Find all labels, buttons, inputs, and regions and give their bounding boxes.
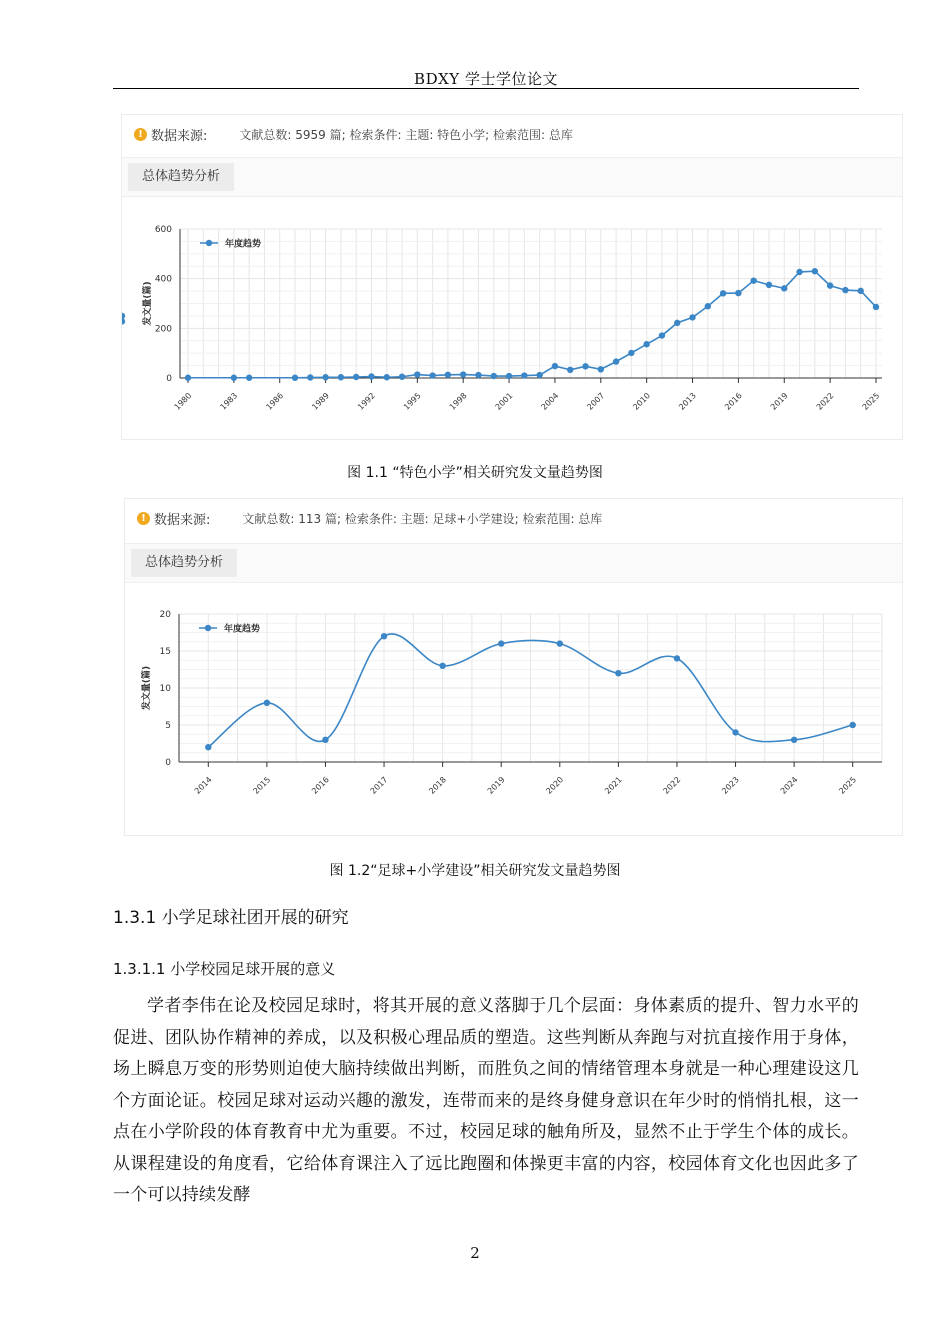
y-axis-label: 发文量(篇) — [142, 665, 152, 711]
data-point — [338, 374, 344, 380]
data-point — [475, 372, 481, 378]
data-source-row — [137, 507, 602, 529]
x-tick-label: 2022 — [661, 775, 683, 796]
data-source-detail: 文献总数: 113 篇; 检索条件: 主题: 足球+小学建设; 检索范围: 总库 — [242, 511, 603, 526]
data-point — [445, 372, 451, 378]
data-point — [498, 640, 504, 646]
x-tick-label: 2018 — [427, 775, 449, 796]
x-tick-label: 2014 — [192, 775, 214, 796]
data-point — [429, 372, 435, 378]
data-point — [628, 350, 634, 356]
data-point — [643, 341, 649, 347]
tab-overall-trend[interactable]: 总体趋势分析 — [131, 549, 237, 577]
x-tick-label: 2015 — [251, 775, 273, 796]
data-point — [231, 375, 237, 381]
y-tick-label: 0 — [165, 758, 171, 768]
data-point — [122, 318, 125, 324]
x-tick-label: 2004 — [539, 391, 561, 412]
data-point — [791, 737, 797, 743]
x-tick-label: 1992 — [356, 391, 377, 412]
data-point — [615, 670, 621, 676]
x-tick-label: 2023 — [720, 775, 741, 796]
page-number: 2 — [470, 1244, 480, 1262]
data-point — [381, 633, 387, 639]
warning-icon: ! — [137, 512, 150, 525]
analysis-tab-bar — [125, 543, 902, 583]
data-point — [705, 303, 711, 309]
data-point — [439, 663, 445, 669]
x-tick-label: 2021 — [603, 775, 624, 796]
data-point — [185, 375, 191, 381]
data-point — [613, 358, 619, 364]
tab-overall-trend[interactable]: 总体趋势分析 — [128, 163, 234, 191]
data-point — [842, 287, 848, 293]
data-point — [827, 282, 833, 288]
data-point — [122, 313, 125, 319]
data-point — [735, 290, 741, 296]
y-tick-label: 15 — [159, 647, 171, 657]
y-tick-label: 400 — [154, 274, 172, 285]
data-source-label: 数据来源: — [151, 128, 208, 144]
y-tick-label: 10 — [159, 684, 171, 694]
data-point — [689, 314, 695, 320]
body-paragraph: 学者李伟在论及校园足球时，将其开展的意义落脚于几个层面：身体素质的提升、智力水平的促进、团队协作精神的养成，以及积极心理品质的塑造。这些判断从奔跑与对抗直接作用于身体，场上瞬息万变的形势则迫使大脑持续做出判断，而胜负之间的情绪管理本身就是一种心理建设这几个方面论证。校园足球对运动兴趣的激发，连带而来的是终身健身意识在年少时的悄悄扎根，这一点在小学阶段的体育教育中尤为重要。不过，校园足球的触角所及，显然不止于学生个体的成长。从课程建设的角度看，它给体育课注入了远比跑圈和体操更丰富的内容，校园体育文化也因此多了一个可以持续发酵 — [113, 996, 859, 1205]
data-source-label: 数据来源: — [154, 512, 211, 528]
x-tick-label: 1989 — [310, 391, 332, 412]
x-tick-label: 2025 — [860, 391, 882, 412]
data-point — [246, 375, 252, 381]
data-point — [491, 373, 497, 379]
warning-icon: ! — [134, 128, 147, 141]
data-point — [567, 367, 573, 373]
data-source-detail: 文献总数: 5959 篇; 检索条件: 主题: 特色小学; 检索范围: 总库 — [239, 127, 573, 142]
x-tick-label: 1998 — [447, 391, 469, 412]
y-tick-label: 200 — [154, 324, 172, 335]
data-point — [732, 729, 738, 735]
x-tick-label: 2017 — [368, 775, 390, 796]
data-point — [506, 373, 512, 379]
data-source-row — [134, 123, 573, 145]
figure-2-caption: 图 1.2“足球+小学建设”相关研究发文量趋势图 — [329, 863, 621, 879]
data-point — [812, 268, 818, 274]
data-point — [414, 371, 420, 377]
figure-2-panel — [124, 498, 903, 836]
data-point — [460, 371, 466, 377]
x-tick-label: 1983 — [218, 391, 240, 412]
y-tick-label: 20 — [159, 610, 171, 620]
data-point — [781, 285, 787, 291]
x-tick-label: 2020 — [544, 775, 566, 796]
data-point — [307, 374, 313, 380]
data-point — [264, 700, 270, 706]
x-tick-label: 2007 — [585, 391, 607, 412]
chart-1 — [122, 201, 902, 441]
x-tick-label: 2016 — [310, 775, 331, 796]
x-tick-label: 1986 — [264, 391, 286, 412]
section-heading: 1.3.1 小学足球社团开展的研究 — [113, 908, 349, 928]
x-tick-label: 2016 — [723, 391, 744, 412]
data-point — [322, 737, 328, 743]
header-rule — [113, 88, 859, 89]
data-point — [353, 374, 359, 380]
data-point — [796, 269, 802, 275]
legend-marker — [205, 625, 211, 631]
y-tick-label: 0 — [166, 374, 172, 384]
data-point — [292, 375, 298, 381]
figure-1-caption: 图 1.1 “特色小学”相关研究发文量趋势图 — [347, 465, 603, 481]
data-point — [750, 277, 756, 283]
y-tick-label: 5 — [165, 721, 171, 731]
legend-marker — [206, 240, 212, 246]
data-point — [766, 282, 772, 288]
x-tick-label: 2025 — [837, 775, 859, 796]
data-point — [399, 374, 405, 380]
data-point — [873, 304, 879, 310]
data-point — [850, 722, 856, 728]
series-line — [188, 271, 876, 378]
data-point — [659, 332, 665, 338]
data-point — [557, 640, 563, 646]
data-point — [858, 288, 864, 294]
data-point — [674, 320, 680, 326]
data-point — [674, 655, 680, 661]
x-tick-label: 2001 — [493, 391, 515, 412]
data-point — [205, 744, 211, 750]
data-point — [536, 372, 542, 378]
x-tick-label: 2022 — [814, 391, 836, 412]
analysis-tab-bar — [122, 157, 902, 197]
x-tick-label: 2013 — [677, 391, 698, 412]
legend-label: 年度趋势 — [224, 624, 261, 635]
running-header: BDXY 学士学位论文 — [414, 70, 558, 88]
data-point — [521, 372, 527, 378]
x-tick-label: 2019 — [768, 391, 790, 412]
subsection-heading: 1.3.1.1 小学校园足球开展的意义 — [113, 960, 336, 978]
y-tick-label: 600 — [154, 225, 172, 235]
x-tick-label: 2010 — [631, 391, 653, 412]
y-axis-label: 发文量(篇) — [143, 281, 153, 326]
x-tick-label: 1980 — [172, 391, 194, 412]
figure-1-panel — [121, 114, 903, 440]
chart-2 — [125, 585, 902, 835]
data-point — [598, 366, 604, 372]
x-tick-label: 2019 — [485, 775, 507, 796]
data-point — [582, 363, 588, 369]
data-point — [384, 374, 390, 380]
data-point — [720, 290, 726, 296]
data-point — [322, 374, 328, 380]
legend-label: 年度趋势 — [225, 239, 262, 250]
x-tick-label: 1995 — [401, 391, 423, 412]
data-point — [368, 373, 374, 379]
data-point — [552, 363, 558, 369]
x-tick-label: 2024 — [778, 775, 800, 796]
